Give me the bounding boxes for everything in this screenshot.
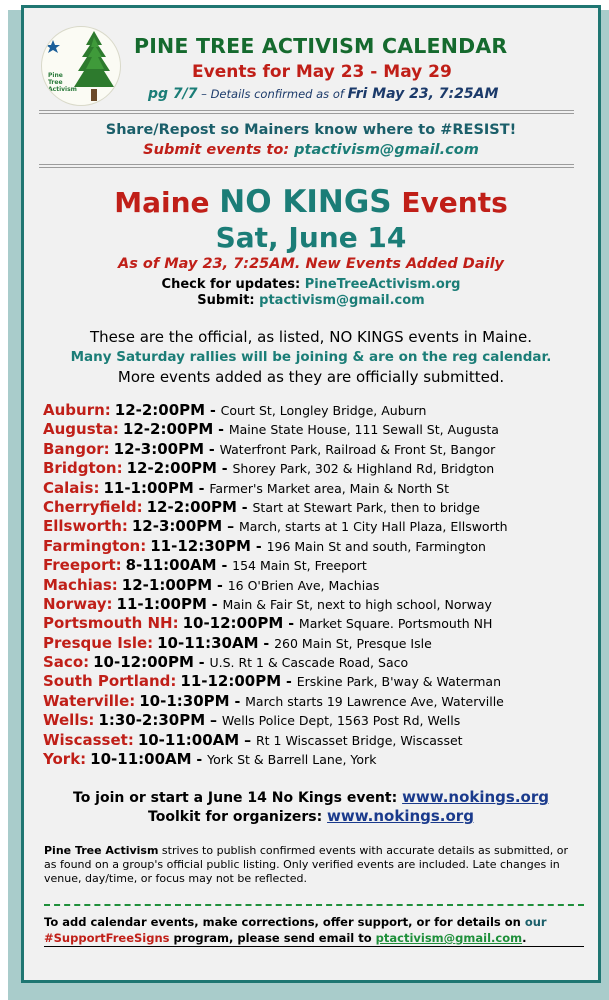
submit-label: Submit: <box>197 293 260 308</box>
footer-end: . <box>522 931 527 945</box>
check-updates-line <box>24 277 598 292</box>
event-location: Waterfront Park, Railroad & Front St, Bangor <box>219 441 496 457</box>
event-town: Cherryfield: <box>43 497 143 516</box>
event-town: Auburn: <box>43 401 111 419</box>
event-location: Court St, Longley Bridge, Auburn <box>220 403 427 418</box>
event-row <box>43 420 593 439</box>
event-time: 12-3:00PM <box>113 439 205 458</box>
title-no-kings: NO KINGS <box>219 184 392 220</box>
event-location: Maine State House, 111 Sewall St, Augusta <box>228 422 499 438</box>
intro-line-2: Many Saturday rallies will be joining & are on the reg calendar. <box>70 349 552 365</box>
event-row <box>43 731 593 750</box>
event-row <box>43 576 593 595</box>
page-info <box>148 86 598 102</box>
event-row <box>43 498 593 517</box>
event-town: Augusta: <box>43 420 119 439</box>
event-row <box>43 479 593 498</box>
event-row <box>43 711 593 730</box>
check-label: Check for updates: <box>161 277 305 292</box>
submit-events-line <box>24 142 598 158</box>
event-location: 154 Main St, Freeport <box>232 558 367 574</box>
event-time: 10-1:30PM <box>139 691 230 710</box>
footer-rule <box>44 946 584 947</box>
event-row <box>43 692 593 711</box>
event-location: 196 Main St and south, Farmington <box>266 538 486 554</box>
submit-email-link[interactable]: ptactivism@gmail.com <box>259 293 425 308</box>
event-separator: - <box>258 635 275 652</box>
join-line <box>24 788 598 806</box>
event-location: York St & Barrell Lane, York <box>207 752 377 768</box>
event-time: 11-12:00PM <box>180 672 282 691</box>
event-separator: - <box>216 558 233 575</box>
event-separator: - <box>193 655 210 672</box>
no-kings-title <box>24 184 598 220</box>
event-time: 10-12:00PM <box>182 614 284 633</box>
event-separator: - <box>251 538 267 555</box>
event-row <box>43 440 593 459</box>
pine-tree-logo <box>41 26 121 106</box>
event-row <box>43 614 593 633</box>
event-location: Start at Stewart Park, then to bridge <box>252 499 480 515</box>
page-number: pg 7/7 <box>148 86 198 102</box>
event-separator: – <box>205 713 222 730</box>
event-town: Wiscasset: <box>43 730 134 749</box>
event-separator: - <box>191 752 208 769</box>
event-time: 8-11:00AM <box>125 556 217 575</box>
as-of-notice: As of May 23, 7:25AM. New Events Added Daily <box>117 256 505 272</box>
event-time: 11-1:00PM <box>116 594 207 613</box>
event-time: 11-12:30PM <box>150 536 251 555</box>
logo-text: Pine Tree Activism <box>48 72 77 93</box>
event-separator: - <box>216 461 233 478</box>
event-time: 10-11:30AM <box>157 633 259 652</box>
event-separator: - <box>281 674 297 691</box>
event-time: 1:30-2:30PM <box>98 711 206 730</box>
disclaimer <box>44 844 584 886</box>
event-town: Bridgton: <box>43 459 123 478</box>
event-time: 12-2:00PM <box>122 420 214 439</box>
footer-text-2: program, please send email to <box>169 931 376 945</box>
event-location: 260 Main St, Presque Isle <box>274 635 432 651</box>
event-town: Presque Isle: <box>43 633 154 652</box>
event-time: 10-12:00PM <box>93 653 194 672</box>
event-time: 12-3:00PM <box>131 517 223 536</box>
event-row <box>43 750 593 769</box>
event-separator: - <box>283 616 299 633</box>
disclaimer-org: Pine Tree Activism <box>44 844 159 857</box>
footer-our: our <box>524 915 547 929</box>
share-message: Share/Repost so Mainers know where to #RESIST! <box>105 122 517 138</box>
event-town: Bangor: <box>43 439 110 458</box>
dashed-divider <box>44 904 584 906</box>
event-separator: – <box>239 732 256 749</box>
submit-email-link[interactable]: ptactivism@gmail.com <box>294 142 479 158</box>
event-time: 12-1:00PM <box>121 575 213 594</box>
event-location: March starts 19 Lawrence Ave, Waterville <box>245 693 504 709</box>
support-free-signs-hashtag: #SupportFreeSigns <box>44 931 170 945</box>
event-separator: - <box>206 596 223 613</box>
footer-email-link[interactable]: ptactivism@gmail.com <box>375 931 523 945</box>
event-time: 12-2:00PM <box>114 401 206 419</box>
event-location: 16 O'Brien Ave, Machias <box>227 577 380 593</box>
event-town: York: <box>43 750 87 769</box>
event-town: Portsmouth NH: <box>43 614 179 633</box>
event-town: Saco: <box>43 653 90 672</box>
date-range-subtitle: Events for May 23 - May 29 <box>192 62 452 82</box>
divider <box>39 110 574 114</box>
event-town: Freeport: <box>43 556 122 575</box>
divider <box>39 164 574 168</box>
no-kings-date: Sat, June 14 <box>215 221 407 254</box>
page-title: PINE TREE ACTIVISM CALENDAR <box>134 34 508 58</box>
event-location: Market Square. Portsmouth NH <box>298 616 493 632</box>
event-location: U.S. Rt 1 & Cascade Road, Saco <box>209 655 409 671</box>
toolkit-link[interactable]: www.nokings.org <box>327 807 474 825</box>
intro-line-3: More events added as they are officially submitted. <box>117 368 505 386</box>
event-town: Waterville: <box>43 691 136 710</box>
footer-text-1: To add calendar events, make corrections, offer support, or for details on <box>44 915 525 929</box>
event-location: March, starts at 1 City Hall Plaza, Ellsworth <box>238 519 508 535</box>
event-row <box>43 634 593 653</box>
event-separator: - <box>212 577 228 594</box>
event-separator: - <box>229 693 246 710</box>
event-row <box>43 517 593 536</box>
event-separator: - <box>205 403 221 419</box>
nokings-link[interactable]: www.nokings.org <box>402 788 549 806</box>
submit-line <box>24 293 598 308</box>
event-town: South Portland: <box>43 672 177 691</box>
event-time: 12-2:00PM <box>146 497 237 516</box>
event-location: Erskine Park, B'way & Waterman <box>296 674 502 690</box>
event-town: Calais: <box>43 478 100 497</box>
event-separator: - <box>213 422 229 439</box>
event-town: Wells: <box>43 711 95 730</box>
title-pre: Maine <box>114 186 220 219</box>
event-separator: - <box>204 441 220 458</box>
event-separator: - <box>193 480 210 497</box>
calendar-card <box>21 5 601 983</box>
event-location: Farmer's Market area, Main & North St <box>209 480 449 496</box>
toolkit-line <box>24 807 598 825</box>
event-time: 11-1:00PM <box>103 478 194 497</box>
event-time: 10-11:00AM <box>137 730 240 749</box>
join-label: To join or start a June 14 No Kings event: <box>73 790 403 806</box>
event-time: 10-11:00AM <box>90 750 192 769</box>
event-town: Ellsworth: <box>43 517 128 536</box>
event-row <box>43 653 593 672</box>
event-town: Farmington: <box>43 536 147 555</box>
title-post: Events <box>391 186 508 219</box>
event-row <box>43 401 593 420</box>
event-location: Wells Police Dept, 1563 Post Rd, Wells <box>221 713 461 729</box>
event-location: Main & Fair St, next to high school, Norway <box>222 596 492 612</box>
event-list <box>43 401 593 769</box>
event-location: Shorey Park, 302 & Highland Rd, Bridgton <box>232 461 495 477</box>
intro-line-1: These are the official, as listed, NO KINGS events in Maine. <box>90 328 532 346</box>
event-row <box>43 537 593 556</box>
event-town: Machias: <box>43 575 118 594</box>
page-confirmed-date: Fri May 23, 7:25AM <box>347 86 499 102</box>
event-row <box>43 556 593 575</box>
event-row <box>43 459 593 478</box>
toolkit-label: Toolkit for organizers: <box>148 809 328 825</box>
website-link[interactable]: PineTreeActivism.org <box>304 277 461 292</box>
event-row <box>43 672 593 691</box>
event-separator: - <box>236 499 253 516</box>
event-town: Norway: <box>43 594 113 613</box>
event-time: 12-2:00PM <box>126 459 217 478</box>
submit-label: Submit events to: <box>143 142 295 158</box>
footer-note <box>44 914 584 946</box>
disclaimer-text: strives to publish confirmed events with accurate details as submitted, or as found on a group's official public listing. Only verified events are included. Late changes in venue, day/time, or focus may not be reflected. <box>44 844 569 885</box>
event-row <box>43 595 593 614</box>
event-location: Rt 1 Wiscasset Bridge, Wiscasset <box>255 732 463 748</box>
page-confirmed-label: – Details confirmed as of <box>197 87 348 101</box>
event-separator: – <box>222 519 239 536</box>
